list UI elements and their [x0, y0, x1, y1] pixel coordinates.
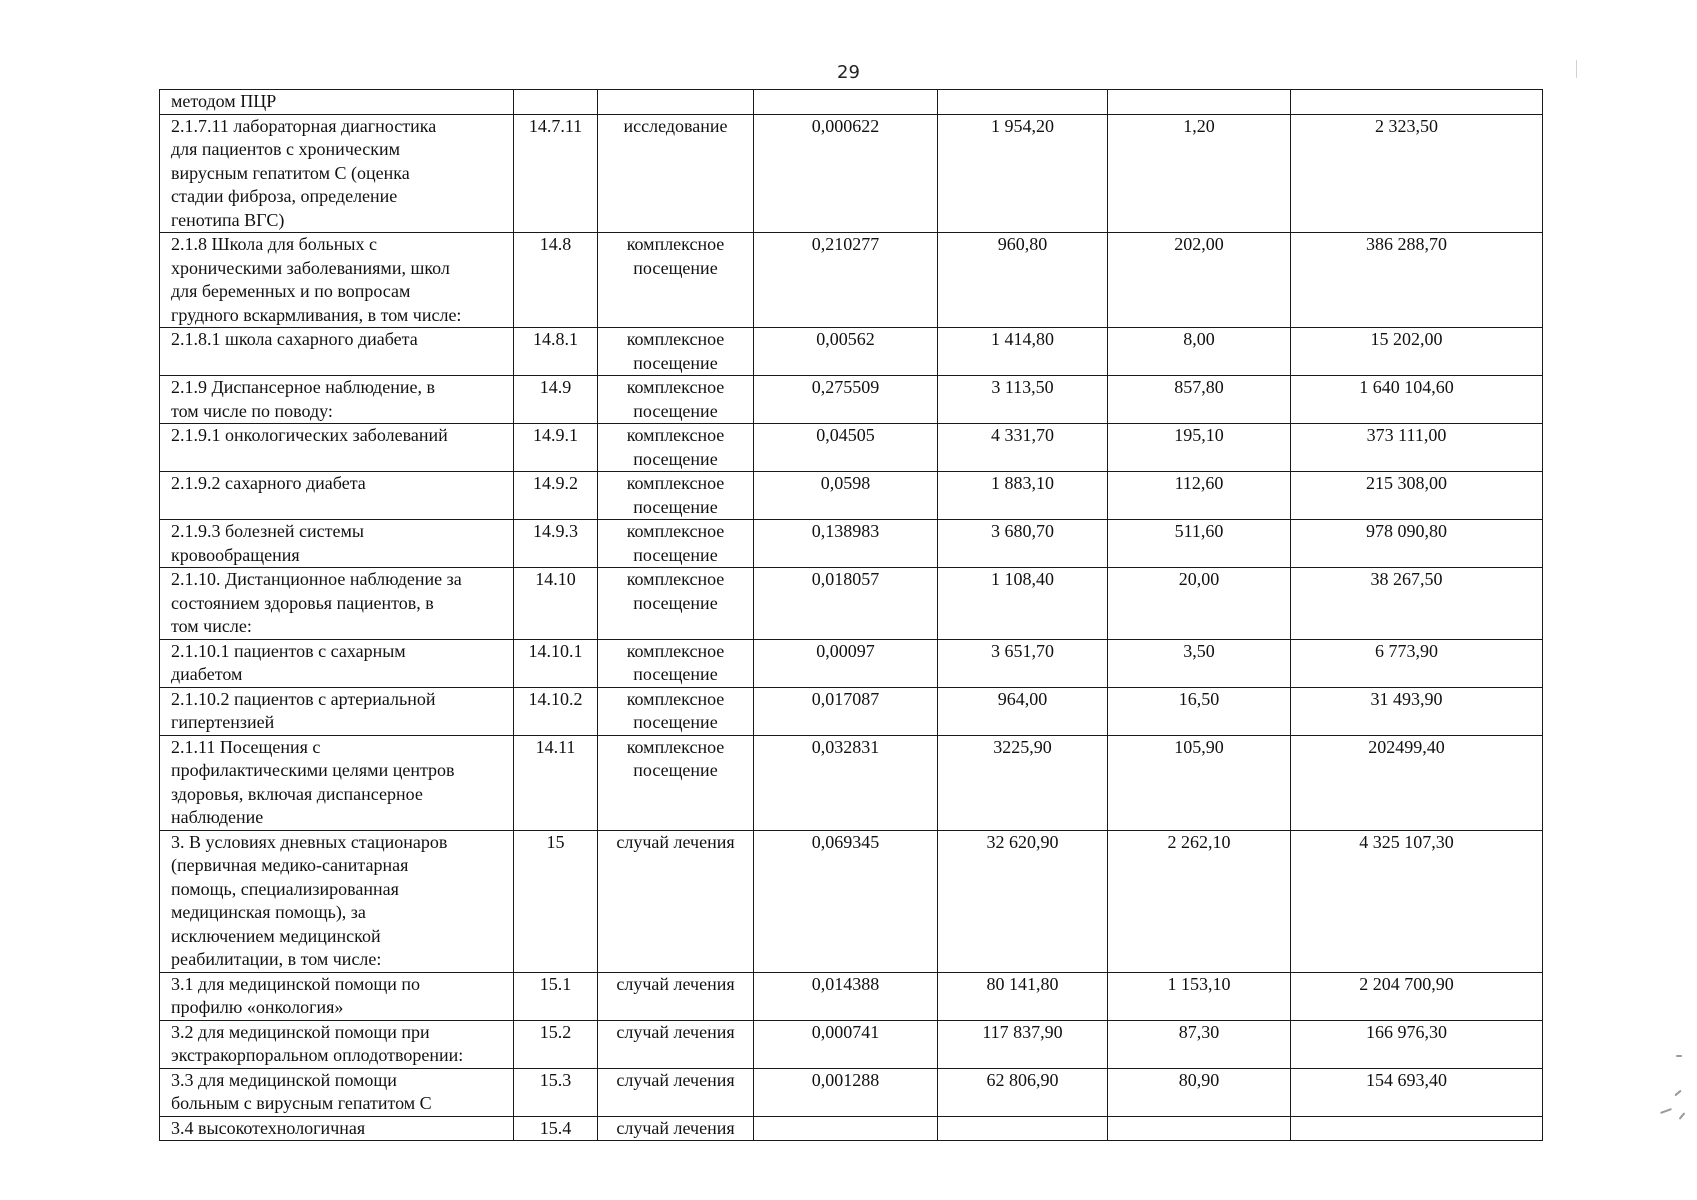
- cell-rate-text: 0,04505: [816, 425, 875, 445]
- cell-total: [1291, 233, 1543, 328]
- cell-total-text: 386 288,70: [1366, 234, 1447, 254]
- cell-rate: [754, 735, 938, 830]
- cell-rate-text: 0,210277: [811, 234, 880, 254]
- cell-code-text: 14.9.1: [533, 425, 578, 445]
- cell-cost: [938, 1020, 1108, 1068]
- cell-unit: [598, 568, 754, 640]
- cell-code-text: 14.10.1: [528, 640, 583, 661]
- cell-cost-text: 32 620,90: [986, 831, 1059, 852]
- cell-cost: [938, 376, 1108, 424]
- cell-cost: [938, 735, 1108, 830]
- cell-code: [514, 1020, 598, 1068]
- cell-per-capita-text: 511,60: [1174, 521, 1224, 541]
- cell-per-capita-text: 195,10: [1174, 425, 1224, 445]
- cell-per-capita: [1108, 520, 1291, 568]
- cell-rate-text: 0,014388: [811, 973, 880, 994]
- cell-name-text: 2.1.11 Посещения с профилактическими целями центров здоровья, включая диспансерное наблюдение: [171, 736, 455, 827]
- cell-cost-text: 62 806,90: [986, 1069, 1059, 1090]
- cell-rate: [754, 1068, 938, 1116]
- scan-artifact: [1674, 1090, 1681, 1097]
- cell-name-text: 3.3 для медицинской помощи больным с вирусным гепатитом С: [171, 1069, 432, 1113]
- cell-name: [160, 568, 514, 640]
- cell-code: [514, 830, 598, 972]
- cell-total-text: 1 640 104,60: [1359, 377, 1454, 397]
- cell-per-capita: [1108, 1020, 1291, 1068]
- cell-name-text: 2.1.9 Диспансерное наблюдение, в том числе по поводу:: [171, 377, 435, 421]
- cell-unit: [598, 114, 754, 233]
- cell-name-text: 3.2 для медицинской помощи при экстракорпоральном оплодотворении:: [171, 1021, 464, 1065]
- cell-cost: [938, 114, 1108, 233]
- cell-name: [160, 328, 514, 376]
- cell-rate: [754, 687, 938, 735]
- table-row: [160, 972, 1543, 1020]
- cell-rate-text: 0,069345: [811, 831, 880, 852]
- table-row: [160, 1116, 1543, 1141]
- cell-total: [1291, 830, 1543, 972]
- cell-code: [514, 639, 598, 687]
- table-row: [160, 328, 1543, 376]
- cell-unit-text: исследование: [623, 115, 728, 136]
- cell-code-text: 14.7.11: [528, 115, 583, 136]
- cell-rate-text: 0,138983: [811, 521, 880, 541]
- cell-code-text: 15.1: [539, 973, 572, 994]
- cell-code-text: 14.10: [535, 569, 576, 589]
- scan-artifact: [1676, 1055, 1682, 1057]
- cell-name: [160, 830, 514, 972]
- cell-rate: [754, 830, 938, 972]
- cell-per-capita-text: 1 153,10: [1167, 973, 1231, 994]
- table-row: [160, 830, 1543, 972]
- cell-name-text: 2.1.10.1 пациентов с сахарным диабетом: [171, 640, 406, 684]
- cell-cost-text: 960,80: [997, 234, 1048, 254]
- cell-rate-text: 0,001288: [811, 1069, 880, 1090]
- cell-cost: [938, 830, 1108, 972]
- cell-name-text: 2.1.9.1 онкологических заболеваний: [171, 425, 448, 445]
- cell-total: [1291, 687, 1543, 735]
- cell-rate: [754, 376, 938, 424]
- table-row: [160, 639, 1543, 687]
- cell-name-text: 3.1 для медицинской помощи по профилю «онкология»: [171, 973, 421, 1017]
- cell-rate: [754, 328, 938, 376]
- cell-code-text: 14.9.3: [533, 521, 578, 541]
- table-row: [160, 233, 1543, 328]
- cell-code: [514, 472, 598, 520]
- cell-unit-text: комплексное посещение: [626, 569, 725, 613]
- cell-name-text: 2.1.9.3 болезней системы кровообращения: [171, 521, 364, 565]
- cell-rate: [754, 233, 938, 328]
- cell-total: [1291, 328, 1543, 376]
- cell-cost-text: 3 113,50: [991, 377, 1054, 397]
- cell-unit-text: комплексное посещение: [626, 736, 725, 780]
- cell-cost: [938, 972, 1108, 1020]
- table-row: [160, 472, 1543, 520]
- cell-total: [1291, 114, 1543, 233]
- cell-per-capita: [1108, 639, 1291, 687]
- cell-rate-text: 0,000622: [811, 115, 880, 136]
- table-row: [160, 1020, 1543, 1068]
- cell-cost-text: 1 414,80: [991, 329, 1054, 349]
- cell-total-text: 6 773,90: [1375, 640, 1438, 661]
- cell-total-text: 166 976,30: [1366, 1021, 1447, 1042]
- cell-total: [1291, 639, 1543, 687]
- cell-rate-text: 0,017087: [811, 688, 880, 709]
- cell-per-capita-text: 112,60: [1174, 473, 1224, 493]
- scan-artifact: [1660, 1108, 1672, 1114]
- cell-code-text: 14.8.1: [533, 329, 578, 349]
- cell-unit: [598, 424, 754, 472]
- cell-unit-text: случай лечения: [616, 973, 735, 994]
- cell-unit-text: комплексное посещение: [626, 329, 725, 373]
- cell-unit: [598, 90, 754, 115]
- cell-per-capita: [1108, 972, 1291, 1020]
- cell-cost-text: 3225,90: [993, 736, 1052, 757]
- cell-cost: [938, 233, 1108, 328]
- cell-unit: [598, 735, 754, 830]
- cell-per-capita-text: 202,00: [1174, 234, 1224, 254]
- cell-total: [1291, 90, 1543, 115]
- cell-unit-text: комплексное посещение: [626, 377, 725, 421]
- cell-name-text: 2.1.8 Школа для больных с хроническими заболеваниями, школ для беременных и по вопросам грудного вскармливания, в том числе:: [171, 234, 462, 325]
- cell-name: [160, 639, 514, 687]
- cell-per-capita: [1108, 1068, 1291, 1116]
- cell-code: [514, 687, 598, 735]
- cell-total-text: 154 693,40: [1366, 1069, 1447, 1090]
- cell-cost: [938, 687, 1108, 735]
- cell-unit: [598, 687, 754, 735]
- cell-code-text: 14.9: [539, 377, 572, 397]
- cell-cost: [938, 472, 1108, 520]
- cell-cost-text: 117 837,90: [982, 1021, 1063, 1042]
- cell-per-capita: [1108, 376, 1291, 424]
- cell-name: [160, 376, 514, 424]
- cell-total-text: 978 090,80: [1366, 521, 1447, 541]
- cell-unit-text: случай лечения: [616, 1069, 735, 1090]
- cell-rate: [754, 424, 938, 472]
- cell-rate: [754, 639, 938, 687]
- cell-name: [160, 972, 514, 1020]
- cell-cost-text: 3 680,70: [991, 521, 1054, 541]
- cell-name-text: 2.1.10. Дистанционное наблюдение за состоянием здоровья пациентов, в том числе:: [171, 569, 462, 636]
- cell-code: [514, 233, 598, 328]
- cell-rate: [754, 472, 938, 520]
- cell-name-text: 2.1.9.2 сахарного диабета: [171, 473, 366, 493]
- cell-total-text: 4 325 107,30: [1359, 831, 1454, 852]
- cell-per-capita: [1108, 328, 1291, 376]
- cell-total: [1291, 376, 1543, 424]
- cell-rate: [754, 1020, 938, 1068]
- cell-total-text: 15 202,00: [1370, 329, 1443, 349]
- cell-unit-text: случай лечения: [616, 831, 735, 852]
- cell-rate: [754, 972, 938, 1020]
- table-row: [160, 687, 1543, 735]
- scan-artifact: [1679, 1112, 1686, 1119]
- cell-rate: [754, 90, 938, 115]
- cell-cost-text: 1 108,40: [991, 569, 1054, 589]
- cell-cost-text: 964,00: [997, 688, 1048, 709]
- table-row: [160, 376, 1543, 424]
- cell-total: [1291, 735, 1543, 830]
- cell-rate-text: 0,000741: [811, 1021, 880, 1042]
- cell-unit-text: комплексное посещение: [626, 688, 725, 732]
- table-row: [160, 424, 1543, 472]
- cell-unit: [598, 1020, 754, 1068]
- table-row: [160, 1068, 1543, 1116]
- cell-per-capita-text: 20,00: [1178, 569, 1220, 589]
- scan-artifact: [1576, 60, 1577, 78]
- cell-unit: [598, 472, 754, 520]
- cell-rate-text: 0,00097: [816, 640, 875, 661]
- cell-per-capita-text: 16,50: [1178, 688, 1220, 709]
- cell-code-text: 14.9.2: [533, 473, 578, 493]
- cell-cost: [938, 328, 1108, 376]
- cell-per-capita: [1108, 114, 1291, 233]
- cell-per-capita-text: 2 262,10: [1167, 831, 1231, 852]
- cell-per-capita-text: 87,30: [1178, 1021, 1220, 1042]
- cell-unit-text: случай лечения: [616, 1117, 735, 1138]
- cell-name: [160, 424, 514, 472]
- cell-code: [514, 1068, 598, 1116]
- cell-unit: [598, 1068, 754, 1116]
- cell-unit-text: комплексное посещение: [626, 473, 725, 517]
- cell-cost-text: 1 883,10: [991, 473, 1054, 493]
- cell-name-text: 2.1.8.1 школа сахарного диабета: [171, 329, 418, 349]
- cell-per-capita: [1108, 233, 1291, 328]
- cell-code: [514, 90, 598, 115]
- cell-total-text: 215 308,00: [1366, 473, 1447, 493]
- table-row: [160, 520, 1543, 568]
- cell-cost: [938, 90, 1108, 115]
- cell-total: [1291, 1068, 1543, 1116]
- cell-name: [160, 233, 514, 328]
- cell-rate-text: 0,018057: [811, 569, 880, 589]
- cell-code-text: 14.10.2: [528, 688, 583, 709]
- cell-per-capita: [1108, 472, 1291, 520]
- table-row: [160, 735, 1543, 830]
- cell-cost: [938, 1116, 1108, 1141]
- cell-total-text: 202499,40: [1368, 736, 1445, 757]
- cell-name-text: 2.1.7.11 лабораторная диагностика для пациентов с хроническим вирусным гепатитом С (оценка стадии фиброза, определение генотипа ВГС): [171, 115, 437, 230]
- cell-name-text: 3.4 высокотехнологичная: [171, 1117, 366, 1138]
- cell-total: [1291, 568, 1543, 640]
- cell-unit: [598, 376, 754, 424]
- cell-per-capita: [1108, 735, 1291, 830]
- cell-code: [514, 520, 598, 568]
- cell-code-text: 14.8: [539, 234, 572, 254]
- cell-name: [160, 472, 514, 520]
- cell-name: [160, 1020, 514, 1068]
- cell-total: [1291, 1116, 1543, 1141]
- cell-total: [1291, 472, 1543, 520]
- cell-code: [514, 114, 598, 233]
- cell-total-text: 373 111,00: [1366, 425, 1447, 445]
- cell-name-text: 2.1.10.2 пациентов с артериальной гипертензией: [171, 688, 436, 732]
- cell-per-capita: [1108, 568, 1291, 640]
- cell-per-capita-text: 80,90: [1178, 1069, 1220, 1090]
- cell-rate-text: 0,032831: [811, 736, 880, 757]
- cell-cost-text: 80 141,80: [986, 973, 1059, 994]
- cell-rate: [754, 1116, 938, 1141]
- cell-total-text: 2 204 700,90: [1359, 973, 1454, 994]
- cell-per-capita: [1108, 830, 1291, 972]
- tariff-table: [159, 89, 1543, 1141]
- cell-total: [1291, 520, 1543, 568]
- cell-code-text: 14.11: [535, 736, 576, 757]
- cell-unit: [598, 1116, 754, 1141]
- cell-code: [514, 1116, 598, 1141]
- cell-name: [160, 114, 514, 233]
- cell-per-capita-text: 105,90: [1174, 736, 1224, 757]
- cell-per-capita-text: 1,20: [1183, 115, 1215, 136]
- cell-name-text: методом ПЦР: [171, 91, 277, 111]
- cell-name: [160, 735, 514, 830]
- cell-total-text: 2 323,50: [1375, 115, 1438, 136]
- cell-cost-text: 3 651,70: [991, 640, 1054, 661]
- cell-name: [160, 1068, 514, 1116]
- cell-code-text: 15: [546, 831, 565, 852]
- cell-unit: [598, 328, 754, 376]
- cell-per-capita: [1108, 687, 1291, 735]
- cell-rate-text: 0,275509: [811, 377, 880, 397]
- cell-name: [160, 1116, 514, 1141]
- cell-rate: [754, 520, 938, 568]
- cell-unit: [598, 233, 754, 328]
- table-row: [160, 568, 1543, 640]
- cell-name: [160, 90, 514, 115]
- cell-unit-text: комплексное посещение: [626, 640, 725, 684]
- cell-unit-text: случай лечения: [616, 1021, 735, 1042]
- cell-code: [514, 735, 598, 830]
- table-row: [160, 114, 1543, 233]
- cell-code: [514, 972, 598, 1020]
- cell-rate-text: 0,0598: [820, 473, 871, 493]
- cell-code: [514, 328, 598, 376]
- cell-per-capita-text: 8,00: [1183, 329, 1215, 349]
- cell-cost: [938, 424, 1108, 472]
- cell-code: [514, 424, 598, 472]
- cell-total: [1291, 1020, 1543, 1068]
- cell-code-text: 15.2: [539, 1021, 572, 1042]
- cell-code-text: 15.4: [539, 1117, 572, 1138]
- cell-per-capita: [1108, 424, 1291, 472]
- cell-cost: [938, 639, 1108, 687]
- cell-code: [514, 568, 598, 640]
- cell-unit-text: комплексное посещение: [626, 425, 725, 469]
- cell-code: [514, 376, 598, 424]
- cell-cost: [938, 520, 1108, 568]
- page-number: 29: [837, 62, 860, 83]
- cell-cost: [938, 568, 1108, 640]
- cell-per-capita: [1108, 90, 1291, 115]
- cell-name: [160, 687, 514, 735]
- cell-name: [160, 520, 514, 568]
- cell-unit: [598, 520, 754, 568]
- cell-unit: [598, 972, 754, 1020]
- cell-per-capita: [1108, 1116, 1291, 1141]
- cell-per-capita-text: 857,80: [1174, 377, 1224, 397]
- cell-per-capita-text: 3,50: [1183, 640, 1215, 661]
- cell-total-text: 38 267,50: [1370, 569, 1443, 589]
- cell-total: [1291, 424, 1543, 472]
- cell-total: [1291, 972, 1543, 1020]
- cell-unit: [598, 639, 754, 687]
- cell-cost-text: 1 954,20: [991, 115, 1054, 136]
- table-row: [160, 90, 1543, 115]
- cell-rate-text: 0,00562: [816, 329, 875, 349]
- cell-unit-text: комплексное посещение: [626, 234, 725, 278]
- cell-rate: [754, 114, 938, 233]
- cell-rate: [754, 568, 938, 640]
- cell-name-text: 3. В условиях дневных стационаров (первичная медико-санитарная помощь, специализированная медицинская помощь), за исключением медицинской реабилитации, в том числе:: [171, 831, 448, 969]
- cell-cost: [938, 1068, 1108, 1116]
- cell-cost-text: 4 331,70: [991, 425, 1054, 445]
- cell-code-text: 15.3: [539, 1069, 572, 1090]
- cell-total-text: 31 493,90: [1370, 688, 1443, 709]
- cell-unit-text: комплексное посещение: [626, 521, 725, 565]
- cell-unit: [598, 830, 754, 972]
